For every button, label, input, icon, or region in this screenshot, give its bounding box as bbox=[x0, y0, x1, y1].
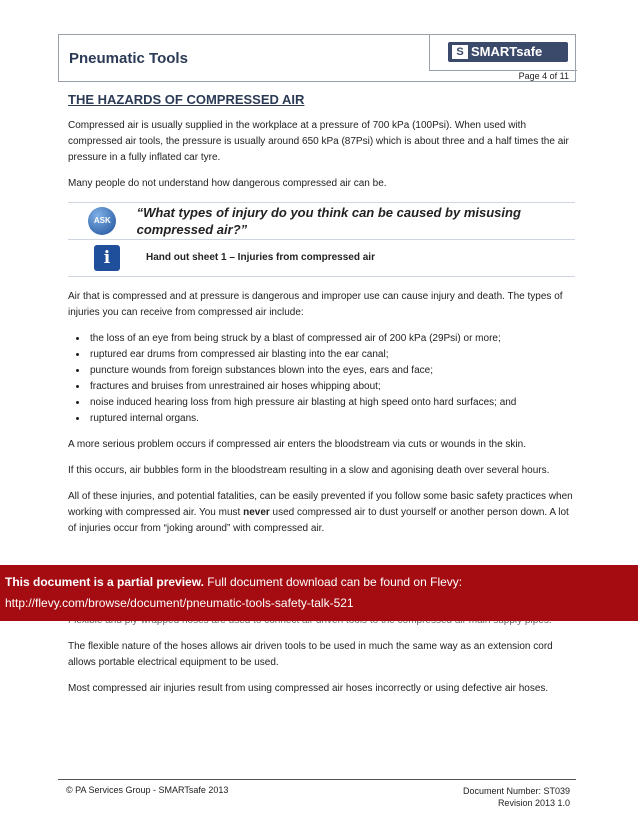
footer-doc-number: Document Number: ST039 bbox=[462, 786, 570, 796]
banner-rest: Full document download can be found on Flevy: bbox=[203, 575, 463, 589]
footer-doc-info bbox=[463, 785, 570, 809]
document-title: Pneumatic Tools bbox=[69, 50, 188, 67]
banner-link[interactable]: http://flevy.com/browse/document/pneumatic-tools-safety-talk-521 bbox=[5, 596, 354, 610]
logo-cell bbox=[429, 35, 577, 71]
footer-copyright: © PA Services Group - SMARTsafe 2013 bbox=[66, 785, 229, 795]
paragraph-flexible: The flexible nature of the hoses allows air driven tools to be used in much the same way as an extension cord allows portable electrical equipment to be used. bbox=[68, 641, 553, 668]
banner-message bbox=[5, 575, 462, 589]
prevention-text-b: used compressed air to dust yourself or another person down. A lot of injuries occur from “joking around” with compressed air. bbox=[68, 507, 569, 534]
page-header bbox=[58, 34, 576, 82]
paragraph-danger: Many people do not understand how dangerous compressed air can be. bbox=[68, 178, 387, 189]
handout-text: Hand out sheet 1 – Injuries from compressed air bbox=[146, 252, 375, 263]
section-heading: THE HAZARDS OF COMPRESSED AIR bbox=[68, 92, 305, 107]
list-item: • ruptured ear drums from compressed air blasting into the ear canal; bbox=[88, 347, 573, 363]
list-item: • ruptured internal organs. bbox=[88, 411, 573, 427]
page-footer bbox=[58, 779, 576, 808]
banner-bold: This document is a partial preview. bbox=[5, 575, 204, 589]
list-item: • the loss of an eye from being struck by a blast of compressed air of 200 kPa (29Psi) or more; bbox=[88, 331, 573, 347]
handout-row bbox=[68, 239, 575, 276]
list-item: • noise induced hearing loss from high pressure air blasting at high speed onto hard surfaces; and bbox=[88, 395, 573, 411]
smartsafe-logo bbox=[448, 42, 568, 62]
footer-revision: Revision 2013 1.0 bbox=[497, 798, 570, 808]
list-item: • puncture wounds from foreign substances blown into the eyes, ears and face; bbox=[88, 363, 573, 379]
paragraph-bubbles: If this occurs, air bubbles form in the bloodstream resulting in a slow and agonising death over several hours. bbox=[68, 465, 550, 476]
ask-question: “What types of injury do you think can be caused by misusing compressed air?” bbox=[136, 205, 521, 237]
continued-content bbox=[68, 613, 573, 707]
page-number: Page 4 of 11 bbox=[518, 71, 569, 81]
ask-icon: ASK bbox=[88, 207, 116, 235]
paragraph-pressure: Compressed air is usually supplied in the workplace at a pressure of 700 kPa (100Psi). When used with compressed air tools, the pressure is usually around 650 kPa (87Psi) which is about three and a half times the air pressure in a fully inflated car tyre. bbox=[68, 120, 569, 163]
ask-row bbox=[68, 203, 575, 239]
paragraph-serious: A more serious problem occurs if compressed air enters the bloodstream via cuts or wounds in the skin. bbox=[68, 439, 526, 450]
list-item: • fractures and bruises from unrestrained air hoses whipping about; bbox=[88, 379, 573, 395]
prevention-never: never bbox=[243, 507, 270, 518]
ask-icon-cell bbox=[68, 203, 137, 239]
paragraph-most-injuries: Most compressed air injuries result from using compressed air hoses incorrectly or using defective air hoses. bbox=[68, 683, 549, 694]
paragraph-prevention bbox=[68, 489, 573, 537]
ask-box bbox=[68, 202, 575, 277]
info-icon: i bbox=[94, 245, 120, 271]
logo-mark-icon: S bbox=[452, 45, 468, 59]
prevention-text-a: All of these injuries, and potential fatalities, can be easily prevented if you follow some basic safety practices when working with compressed air. You must bbox=[68, 491, 573, 518]
injuries-list bbox=[68, 331, 573, 427]
preview-banner bbox=[0, 565, 638, 621]
info-icon-cell bbox=[68, 240, 146, 276]
main-content bbox=[68, 92, 573, 547]
logo-text: SMARTsafe bbox=[471, 44, 543, 59]
injuries-intro: Air that is compressed and at pressure is dangerous and improper use can cause injury and death. The types of injuries you can receive from compressed air include: bbox=[68, 291, 563, 318]
